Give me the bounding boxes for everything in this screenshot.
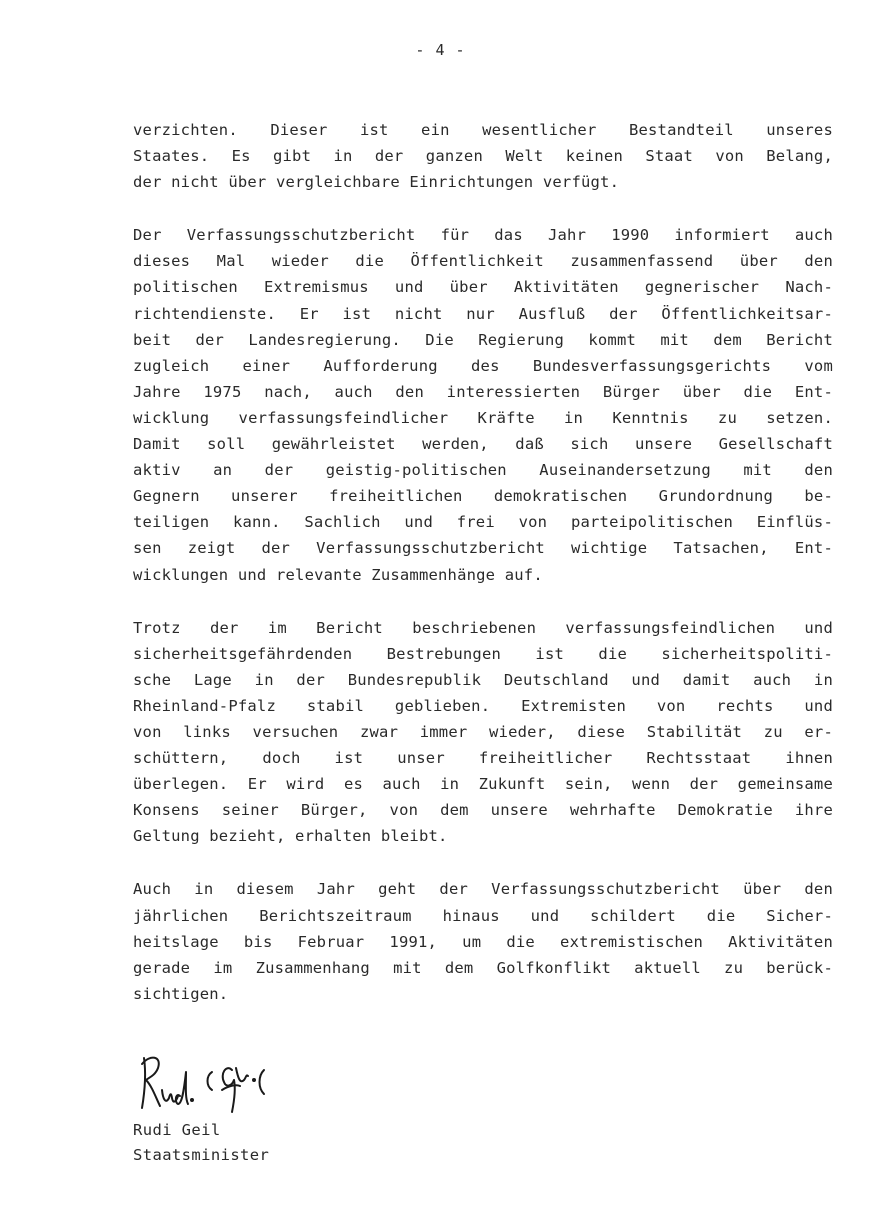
page-number: - 4 -	[415, 41, 466, 59]
text-line: Damit soll gewährleistet werden, daß sich unsere Gesellschaft	[133, 435, 833, 454]
text-line: politischen Extremismus und über Aktivitäten gegnerischer Nach-	[133, 278, 833, 297]
paragraph-2	[133, 222, 833, 587]
text-line: verzichten. Dieser ist ein wesentlicher Bestandteil unseres	[133, 121, 833, 139]
text-line: von links versuchen zwar immer wieder, diese Stabilität zu er-	[133, 722, 833, 741]
text-line: schüttern, doch ist unser freiheitlicher Rechtsstaat ihnen	[133, 749, 833, 768]
text-line: sche Lage in der Bundesrepublik Deutschland und damit auch in	[133, 670, 833, 689]
text-line: jährlichen Berichtszeitraum hinaus und schildert die Sicher-	[133, 906, 833, 925]
text-line: heitslage bis Februar 1991, um die extremistischen Aktivitäten	[133, 932, 833, 951]
signature-block	[133, 1118, 269, 1168]
text-line: sen zeigt der Verfassungsschutzbericht wichtige Tatsachen, Ent-	[133, 539, 833, 558]
paragraph-1	[133, 117, 833, 195]
text-line: sichtigen.	[133, 984, 229, 1003]
text-line: der nicht über vergleichbare Einrichtungen verfügt.	[133, 173, 620, 192]
text-line: wicklungen und relevante Zusammenhänge auf.	[133, 565, 543, 584]
text-line: Staates. Es gibt in der ganzen Welt keinen Staat von Belang,	[133, 147, 833, 166]
text-line: gerade im Zusammenhang mit dem Golfkonflikt aktuell zu berück-	[133, 958, 833, 977]
text-line: teiligen kann. Sachlich und frei von parteipolitischen Einflüs-	[133, 513, 833, 532]
text-line: beit der Landesregierung. Die Regierung kommt mit dem Bericht	[133, 330, 833, 349]
text-line: Trotz der im Bericht beschriebenen verfassungsfeindlichen und	[133, 618, 833, 637]
text-line: sicherheitsgefährdenden Bestrebungen ist die sicherheitspoliti-	[133, 644, 833, 663]
paragraph-3	[133, 615, 833, 850]
text-line: überlegen. Er wird es auch in Zukunft sein, wenn der gemeinsame	[133, 775, 833, 794]
text-line: Geltung bezieht, erhalten bleibt.	[133, 827, 448, 846]
text-line: dieses Mal wieder die Öffentlichkeit zusammenfassend über den	[133, 252, 833, 271]
signatory-title: Staatsminister	[133, 1146, 270, 1164]
text-line: zugleich einer Aufforderung des Bundesverfassungsgerichts vom	[133, 356, 833, 375]
text-line: richtendienste. Er ist nicht nur Ausfluß der Öffentlichkeitsar-	[133, 304, 833, 323]
signatory-name: Rudi Geil	[133, 1121, 221, 1139]
text-line: Konsens seiner Bürger, von dem unsere wehrhafte Demokratie ihre	[133, 801, 833, 820]
paragraph-4	[133, 876, 833, 1006]
text-line: Der Verfassungsschutzbericht für das Jahr 1990 informiert auch	[133, 226, 833, 245]
handwritten-signature	[136, 1050, 296, 1120]
text-line: Jahre 1975 nach, auch den interessierten Bürger über die Ent-	[133, 382, 833, 401]
text-line: aktiv an der geistig-politischen Auseinandersetzung mit den	[133, 461, 833, 480]
text-line: Auch in diesem Jahr geht der Verfassungsschutzbericht über den	[133, 880, 833, 899]
text-line: wicklung verfassungsfeindlicher Kräfte in Kenntnis zu setzen.	[133, 408, 833, 427]
document-body	[133, 117, 833, 1034]
text-line: Gegnern unserer freiheitlichen demokratischen Grundordnung be-	[133, 487, 833, 506]
text-line: Rheinland-Pfalz stabil geblieben. Extremisten von rechts und	[133, 696, 833, 715]
